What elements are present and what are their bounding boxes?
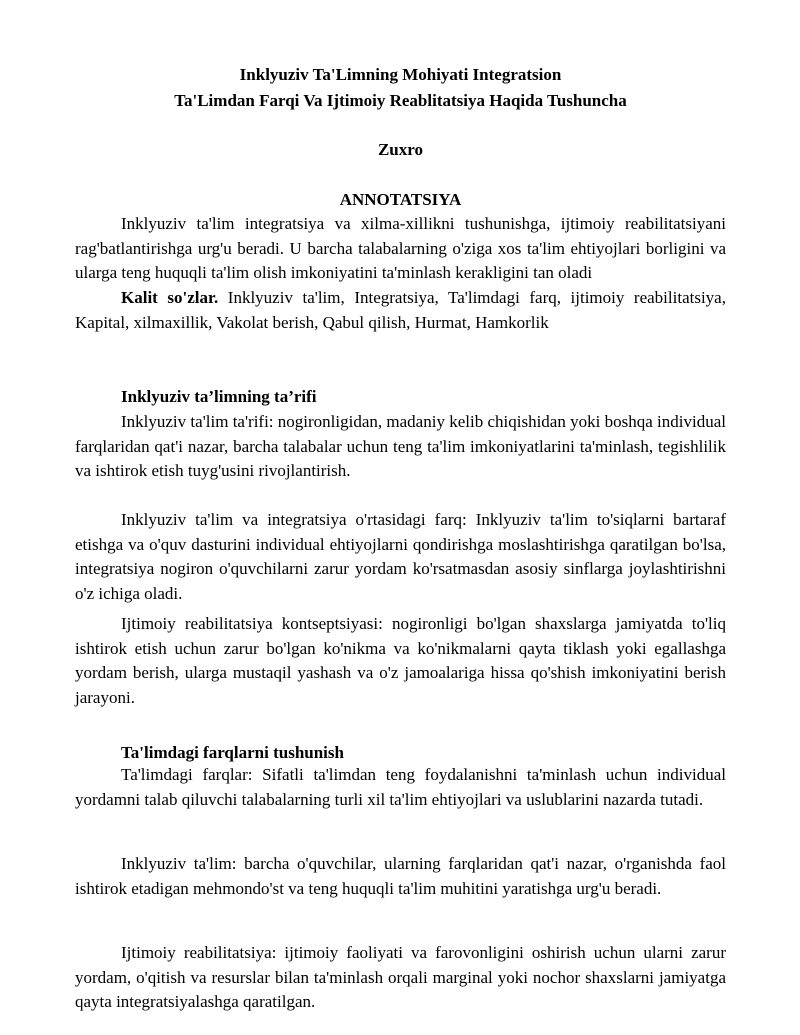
section-heading: Ta'limdagi farqlarni tushunish [121,743,344,762]
keywords-text: Inklyuziv ta'lim, Integratsiya, Ta'limdagi farq, ijtimoiy reabilitatsiya, Kapital, xilmaxillik, Vakolat berish, Qabul qilish, Hurmat, Hamkorlik [75,288,726,332]
document-title-line-1: Inklyuziv Ta'Limning Mohiyati Integratsion [239,65,562,84]
section-paragraph: Inklyuziv ta'lim va integratsiya o'rtasidagi farq: Inklyuziv ta'lim to'siqlarni bartaraf etishga va o'quv dasturini individual ehtiyojlarni qondirishga moslashtirishga qaratilgan bo'lsa, integratsiya nogiron o'quvchilarni zarur yordam ko'rsatmasdan asosiy sinflarga joylashtirishni o'z ichiga oladi. [75,510,726,603]
section-paragraph: Ijtimoiy reabilitatsiya kontseptsiyasi: nogironligi bo'lgan shaxslarga jamiyatda to'liq ishtirok etish uchun zarur bo'lgan ko'nikma va ko'nikmalarni qayta tiklash yoki egallashga yordam berish, ularga mustaqil yashash va o'z jamoalariga hissa qo'shish imkoniyatini berish jarayoni. [75,614,726,707]
section-paragraph: Inklyuziv ta'lim ta'rifi: nogironligidan, madaniy kelib chiqishidan yoki boshqa individual farqlaridan qat'i nazar, barcha talabalar uchun teng ta'lim imkoniyatlarini ta'minlash, tegishlilik va ishtirok etish tuyg'usini rivojlantirish. [75,412,726,480]
author-name: Zuxro [377,140,424,159]
section-paragraph: Ijtimoiy reabilitatsiya: ijtimoiy faoliyati va farovonligini oshirish uchun ularni zarur yordam, o'qitish va resurslar bilan ta'minlash orqali marginal yoki nochor shaxslarni jamiyatga qayta integratsiyalashga qaratilgan. [75,943,726,1011]
section-paragraph: Inklyuziv ta'lim: barcha o'quvchilar, ularning farqlaridan qat'i nazar, o'rganishda faol ishtirok etadigan mehmondo'st va teng huquqli ta'lim muhitini yaratishga urg'u beradi. [75,854,726,898]
section-heading: Inklyuziv ta’limning ta’rifi [121,387,317,406]
keywords-label: Kalit so'zlar. [121,288,219,307]
document-title-line-2: Ta'Limdan Farqi Va Ijtimoiy Reablitatsiya Haqida Tushuncha [174,91,627,110]
abstract-heading: ANNOTATSIYA [339,190,462,209]
keywords-paragraph [75,286,726,335]
abstract-text: Inklyuziv ta'lim integratsiya va xilma-xillikni tushunishga, ijtimoiy reabilitatsiyani rag'batlantirishga urg'u beradi. U barcha talabalarning o'ziga xos ta'lim ehtiyojlari borligini va ularga teng huquqli ta'lim olish imkoniyatini ta'minlash kerakligini tan oladi [75,214,726,282]
section-paragraph: Ta'limdagi farqlar: Sifatli ta'limdan teng foydalanishni ta'minlash uchun individual yordamni talab qiluvchi talabalarning turli xil ta'lim ehtiyojlari va uslublarini nazarda tutadi. [75,765,726,809]
